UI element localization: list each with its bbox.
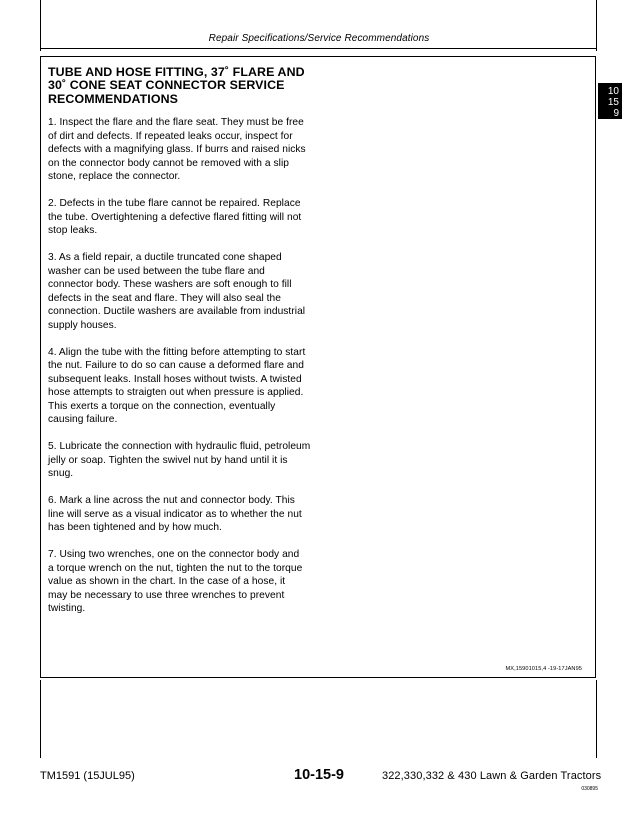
- procedure-step-1: [48, 116, 338, 184]
- procedure-list: [48, 116, 338, 629]
- text-line: defects in the seat and flare. They will also seal the: [48, 292, 281, 304]
- text-line: 1. Inspect the flare and the flare seat. They must be free: [48, 117, 304, 128]
- text-line: connector body. These washers are soft enough to fill: [48, 279, 292, 290]
- text-line: 3. As a field repair, a ductile truncated cone shaped: [48, 252, 282, 263]
- reference-code: MX,15901015,4 -19-17JAN95: [505, 666, 582, 672]
- procedure-step-6: [48, 494, 338, 535]
- text-line: 2. Defects in the tube flare cannot be repaired. Replace: [48, 198, 301, 209]
- page-header-title: Repair Specifications/Service Recommendations: [208, 33, 430, 44]
- procedure-step-7: [48, 548, 338, 616]
- text-line: jelly or soap. Tighten the swivel nut by hand until it is: [48, 454, 288, 466]
- text-line: hose attempts to straigten out when pressure is applied.: [48, 387, 304, 398]
- section-title: [48, 66, 338, 106]
- footer-models: 322,330,332 & 430 Lawn & Garden Tractors: [382, 770, 602, 782]
- footer-page-number: 10-15-9: [294, 767, 344, 783]
- text-line: washer can be used between the tube flare and: [48, 265, 265, 277]
- text-line: the nut. Failure to do so can cause a deformed flare and: [48, 360, 304, 371]
- text-line: the tube. Overtightening a defective flared fitting will not: [48, 211, 302, 223]
- text-line: value as shown in the chart. In the case of a hose, it: [48, 576, 286, 587]
- text-line: stop leaks.: [48, 225, 98, 236]
- section-tab-line: 10: [607, 86, 619, 97]
- section-tab: [598, 83, 622, 119]
- footer-manual-id: TM1591 (15JUL95): [40, 770, 135, 782]
- text-line: subsequent leaks. Install hoses without twists. A twisted: [48, 373, 302, 385]
- text-line: 5. Lubricate the connection with hydraulic fluid, petroleum: [48, 441, 311, 452]
- text-line: 7. Using two wrenches, one on the connector body and: [48, 549, 300, 560]
- procedure-step-5: [48, 440, 338, 481]
- section-tab-line: 15: [607, 97, 619, 108]
- text-line: a torque wrench on the nut, tighten the nut to the torque: [48, 562, 303, 574]
- text-line: 6. Mark a line across the nut and connector body. This: [48, 495, 295, 506]
- section-title-line: TUBE AND HOSE FITTING, 37˚ FLARE AND: [48, 65, 305, 79]
- section-title-line: RECOMMENDATIONS: [48, 91, 178, 106]
- section-title-line: 30˚ CONE SEAT CONNECTOR SERVICE: [48, 78, 285, 93]
- text-line: may be necessary to use three wrenches to prevent: [48, 589, 285, 601]
- text-line: of dirt and defects. If repeated leaks occur, inspect for: [48, 130, 293, 142]
- text-line: has been tightened and by how much.: [48, 522, 222, 533]
- footer-code: 030895: [581, 786, 598, 792]
- footer-left-line: [40, 680, 41, 758]
- procedure-step-3: [48, 251, 338, 332]
- text-line: line will serve as a visual indicator as to whether the nut: [48, 508, 302, 520]
- text-line: 4. Align the tube with the fitting before attempting to start: [48, 346, 306, 358]
- text-line: on the connector body cannot be removed with a slip: [48, 157, 289, 169]
- text-line: This exerts a torque on the connection, eventually: [48, 400, 276, 412]
- text-line: causing failure.: [48, 414, 118, 425]
- text-line: supply houses.: [48, 319, 117, 331]
- text-line: stone, replace the connector.: [48, 171, 181, 182]
- procedure-step-2: [48, 197, 338, 238]
- section-tab-line: 9: [613, 108, 619, 119]
- text-line: defects with a magnifying glass. If burrs and raised nicks: [48, 144, 306, 155]
- footer-right-line: [596, 680, 597, 758]
- text-line: twisting.: [48, 603, 86, 614]
- header-rule: [40, 48, 597, 49]
- text-line: snug.: [48, 468, 74, 479]
- procedure-step-4: [48, 346, 338, 427]
- text-line: connection. Ductile washers are available from industrial: [48, 306, 306, 317]
